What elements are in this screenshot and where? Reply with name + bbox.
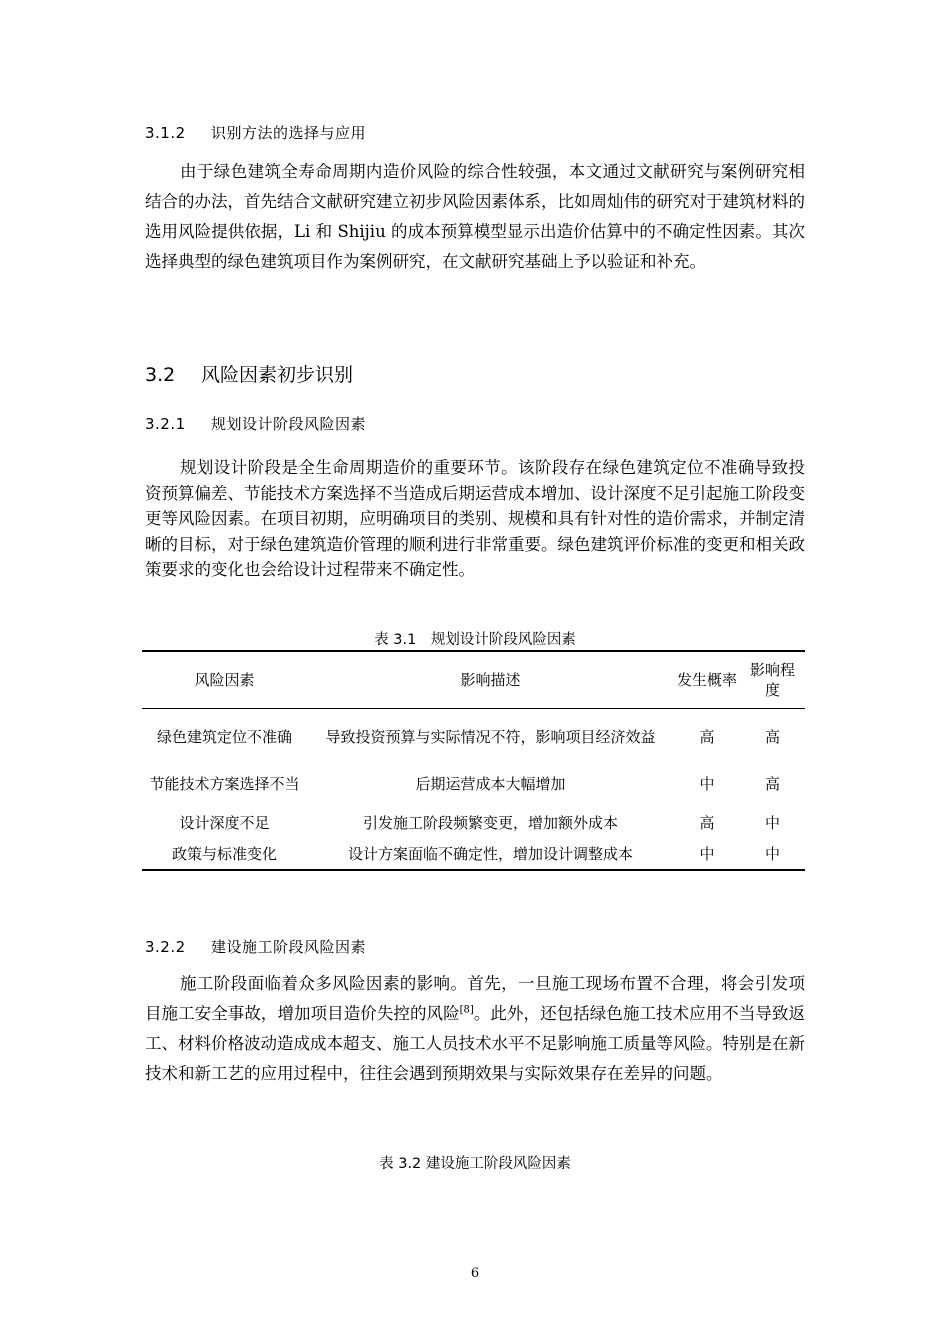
section-heading-3-2-1 bbox=[145, 413, 366, 434]
cell-probability: 高 bbox=[699, 727, 715, 746]
section-title: 规划设计阶段风险因素 bbox=[211, 415, 367, 433]
cell-impact-description: 后期运营成本大幅增加 bbox=[415, 774, 566, 793]
header-probability: 发生概率 bbox=[677, 671, 738, 689]
paragraph-3-1-2: 由于绿色建筑全寿命周期内造价风险的综合性较强，本文通过文献研究与案例研究相结合的办法，首先结合文献研究建立初步风险因素体系，比如周灿伟的研究对于建筑材料的选用风险提供依据，Li 和 Shijiu 的成本预算模型显示出造价估算中的不确定性因素。其次选择典型的绿色建筑项目作为案例研究，在文献研究基础上予以验证和补充。 bbox=[145, 162, 805, 271]
cell-impact-level: 高 bbox=[764, 727, 780, 746]
section-heading-3-1-2 bbox=[145, 122, 366, 143]
cell-probability: 中 bbox=[699, 844, 715, 863]
risk-table-3-1 bbox=[142, 650, 805, 871]
cell-impact-description: 设计方案面临不确定性，增加设计调整成本 bbox=[347, 844, 633, 863]
table-row bbox=[142, 760, 805, 807]
cell-impact-description: 引发施工阶段频繁变更，增加额外成本 bbox=[362, 813, 618, 832]
section-number: 3.1.2 bbox=[145, 124, 186, 142]
section-heading-3-2-2 bbox=[145, 936, 366, 957]
cell-impact-level: 中 bbox=[764, 813, 780, 832]
cell-risk-factor: 政策与标准变化 bbox=[171, 844, 277, 863]
paragraph-3-2-2 bbox=[145, 969, 805, 1089]
cell-risk-factor: 节能技术方案选择不当 bbox=[149, 774, 300, 793]
paragraph-text: 施工阶段面临着众多风险因素的影响。首先，一旦施工现场布置不合理，将会引发项目施工安全事故，增加项目造价失控的风险 bbox=[145, 974, 805, 1023]
section-title: 风险因素初步识别 bbox=[201, 364, 354, 386]
cell-risk-factor: 设计深度不足 bbox=[179, 813, 270, 832]
section-title: 识别方法的选择与应用 bbox=[211, 124, 367, 142]
cell-probability: 高 bbox=[699, 813, 715, 832]
section-title: 建设施工阶段风险因素 bbox=[211, 938, 367, 956]
section-number: 3.2.1 bbox=[145, 415, 186, 433]
section-number: 3.2.2 bbox=[145, 938, 186, 956]
table-row bbox=[142, 838, 805, 870]
header-impact-level: 影响程度 bbox=[749, 661, 795, 699]
table-caption-3-1: 表 3.1 规划设计阶段风险因素 bbox=[374, 632, 576, 648]
section-heading-3-2 bbox=[145, 360, 353, 387]
paragraph-3-2-1: 规划设计阶段是全生命周期造价的重要环节。该阶段存在绿色建筑定位不准确导致投资预算偏差、节能技术方案选择不当造成后期运营成本增加、设计深度不足引起施工阶段变更等风险因素。在项目初期，应明确项目的类别、规模和具有针对性的造价需求，并制定清晰的目标，对于绿色建筑造价管理的顺利进行非常重要。绿色建筑评价标准的变更和相关政策要求的变化也会给设计过程带来不确定性。 bbox=[145, 458, 805, 579]
cell-impact-level: 中 bbox=[764, 844, 780, 863]
table-caption-3-2: 表 3.2 建设施工阶段风险因素 bbox=[379, 1156, 571, 1172]
table-row bbox=[142, 807, 805, 838]
page-number: 6 bbox=[470, 1266, 480, 1281]
cell-probability: 中 bbox=[699, 774, 715, 793]
header-risk-factor: 风险因素 bbox=[194, 671, 255, 689]
paragraph-text: 。此外，还包括绿色施工技术应用不当导致返工、材料价格波动造成成本超支、施工人员技术水平不足影响施工质量等风险。特别是在新技术和新工艺的应用过程中，往往会遇到预期效果与实际效果存在差异的问题。 bbox=[145, 1004, 806, 1083]
section-number: 3.2 bbox=[145, 364, 176, 386]
table-row bbox=[142, 709, 805, 761]
cell-impact-description: 导致投资预算与实际情况不符，影响项目经济效益 bbox=[325, 727, 656, 746]
cell-risk-factor: 绿色建筑定位不准确 bbox=[156, 727, 292, 746]
header-impact-description: 影响描述 bbox=[460, 671, 521, 689]
citation-reference: [8] bbox=[459, 1004, 474, 1016]
table-header-row bbox=[142, 651, 805, 709]
cell-impact-level: 高 bbox=[764, 774, 780, 793]
